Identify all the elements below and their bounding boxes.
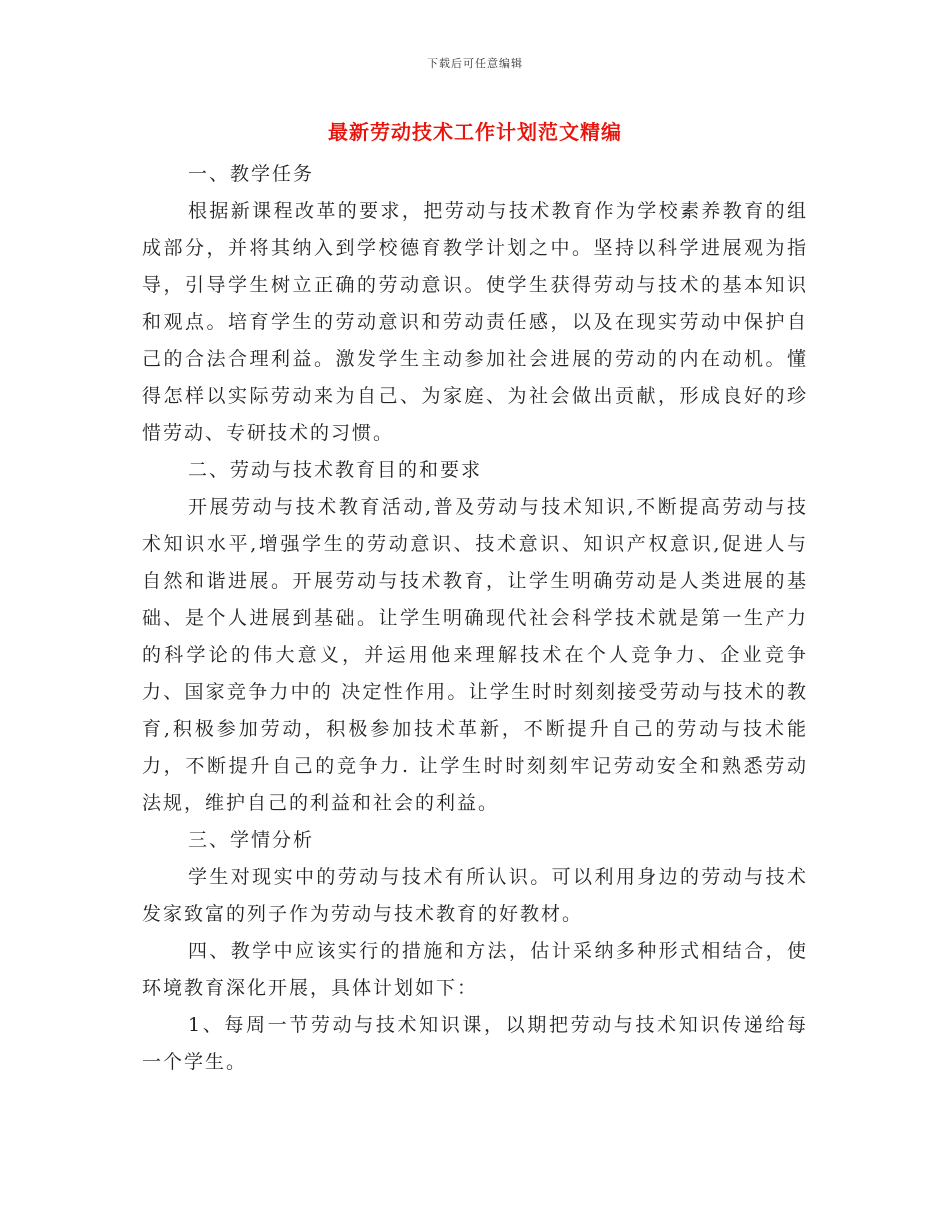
- document-body: [142, 156, 808, 1081]
- section-heading-student-analysis: 三、学情分析: [188, 829, 315, 851]
- paragraph-measures: 四、教学中应该实行的措施和方法，估计采纳多种形式相结合，使环境教育深化开展，具体计划如下：: [142, 940, 808, 999]
- section-heading-teaching-tasks: 一、教学任务: [188, 163, 315, 185]
- paragraph-student-analysis: 学生对现实中的劳动与技术有所认识。可以利用身边的劳动与技术发家致富的列子作为劳动与技术教育的好教材。: [142, 866, 808, 925]
- section-heading-goals: 二、劳动与技术教育目的和要求: [188, 459, 483, 481]
- paragraph-teaching-tasks: 根据新课程改革的要求，把劳动与技术教育作为学校素养教育的组成部分，并将其纳入到学校德育教学计划之中。坚持以科学进展观为指导，引导学生树立正确的劳动意识。使学生获得劳动与技术的基本知识和观点。培育学生的劳动意识和劳动责任感，以及在现实劳动中保护自己的合法合理利益。激发学生主动参加社会进展的劳动的内在动机。懂得怎样以实际劳动来为自己、为家庭、为社会做出贡献，形成良好的珍惜劳动、专研技术的习惯。: [142, 200, 808, 444]
- header-note: 下载后可任意编辑: [427, 57, 523, 70]
- paragraph-goals: 开展劳动与技术教育活动,普及劳动与技术知识,不断提高劳动与技术知识水平,增强学生的劳动意识、技术意识、知识产权意识,促进人与自然和谐进展。开展劳动与技术教育，让学生明确劳动是人类进展的基础、是个人进展到基础。让学生明确现代社会科学技术就是第一生产力的科学论的伟大意义，并运用他来理解技术在个人竞争力、企业竞争力、国家竞争力中的 决定性作用。让学生时时刻刻接受劳动与技术的教育,积极参加劳动，积极参加技术革新，不断提升自己的劳动与技术能力，不断提升自己的竞争力. 让学生时时刻刻牢记劳动安全和熟悉劳动法规，维护自己的利益和社会的利益。: [142, 496, 808, 814]
- document-title: 最新劳动技术工作计划范文精编: [328, 120, 622, 144]
- paragraph-plan-item-1: 1、每周一节劳动与技术知识课，以期把劳动与技术知识传递给每一个学生。: [142, 1014, 808, 1073]
